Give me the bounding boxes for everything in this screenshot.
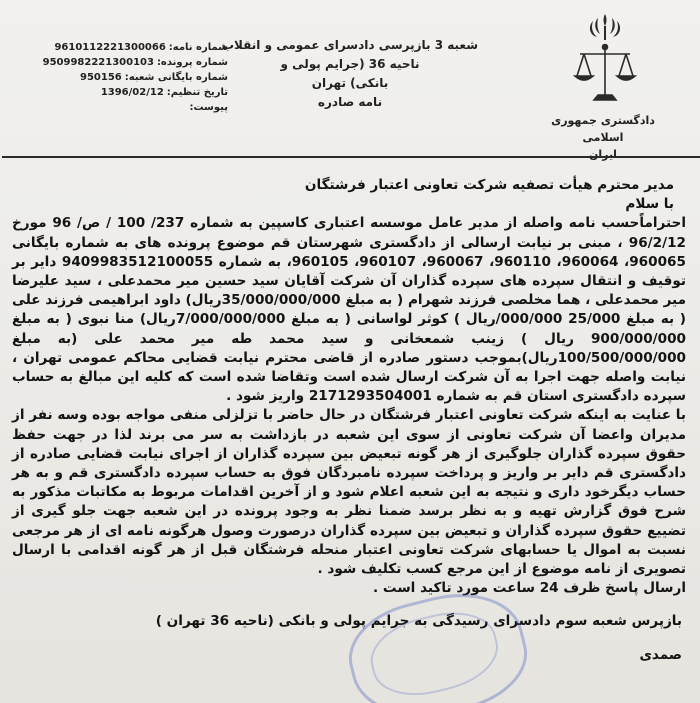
archive-number-label: شماره بایگانی شعبه: [124,72,228,83]
letter-date: 1396/02/12 [100,87,164,98]
issuing-branch [205,36,495,112]
date-row [8,85,228,100]
branch-line3: نامه صادره [317,95,383,109]
letter-number-label: شماره نامه: [168,42,228,53]
branch-line1: شعبه 3 بازپرسی دادسرای عمومی و انقلاب ناحیه 36 (جرایم پولی و [221,38,479,71]
judiciary-emblem-icon [570,10,640,110]
letter-paragraph-2: با عنایت به اینکه شرکت تعاونی اعتبار فرشتگان در حال حاضر با تزلزلی منفی مواجه بوده وسه نفر از مدیران واعضا آن شرکت تعاونی از سوی این شعبه در بازداشت به سر می برند لذا در جهت حفظ حقوق سپرده گذاران جلوگیری از هر گونه تبعیض بین سپرده گذاران از اجرای نیابت قضایی صادره از دادگستری قم دایر بر واریز و پرداخت سپرده نامبردگان فوق به حساب سپرده دادگستری قم و به هر حساب دیگرخود داری و نتیجه به این شعبه اعلام شود و از آخرین اقدامات مربوط به مکاتبات مذکور به شرح فوق گزارش تهیه و به نظر برسد ضمنا نظر به وجود پرونده در این شعبه جهت جلو گیری از تضییع حقوق سپرده گذاران و تبعیض بین سپرده گذاران درصورت وصول هرگونه نامه ای از هر مرجعی نسبت به اموال یا حسابهای شرکت تعاونی اعتبار منحله فرشتگان قبل از هر گونه اقدامی با ارسال تصویری از نامه موضوع از این مرجع کسب تکلیف شود . [12,407,686,578]
organization-name-line2: ایران [589,148,617,161]
letter-body [12,176,686,665]
letter-paragraph-1: احتراماًحسب نامه واصله از مدیر عامل موسسه اعتباری کاسپین به شماره 237/ 100 / ص/ 96 مورخ 96/2/12 ، مبنی بر نیابت ارسالی از دادگستری شهرستان قم موضوع پرونده های به شماره بایگانی 960065، 960064، 960110، 960067، 960107، 960105، به شماره 9409983512100055 دایر بر توقیف و انتقال سپرده های سپرده گذاران آن شرکت آقایان سید حسین میر محمدعلی ، سید علیرضا میر محمدعلی ، هما مخلصی فرزند شهرام ( به مبلغ 35/000/000/000ریال) داود ابراهیمی فرزند علی ( به مبلغ 25/000 000/000/ریال ) کوثر لواسانی ( به مبلغ 7/000/000/000ریال) منا نبوی ( به مبلغ 900/000/000 ریال ) زینب شمعخانی و سید محمد طه میر محمد علی (به مبلغ 100/500/000/000ریال)بموجب دستور صادره از قاضی محترم نیابت قضایی محاکم عمومی تهران ، نیابت واصله جهت اجرا به آن شرکت ارسال شده است وتقاضا شده است که کلیه این مبالغ به حساب سپرده دادگستری استان قم به شماره 2171293504001 واریز شود . [12,215,687,405]
branch-line2: بانکی) تهران [311,76,389,90]
letter-number: 9610112221300066 [54,42,166,53]
signature-name: صمدی [639,646,682,663]
official-stamp-inner-ring [363,601,506,703]
case-number: 9509982221300103 [42,57,154,68]
letter-greeting: با سلام [625,196,674,213]
letter-header [0,0,700,161]
header-divider [2,156,700,158]
date-label: تاریخ تنظیم: [166,87,228,98]
letter-recipient: مدیر محترم هیأت تصفیه شرکت تعاونی اعتبار فرشتگان [304,177,674,193]
attachment-label: پیوست: [189,102,228,113]
archive-number: 950156 [80,72,122,83]
letter-number-row [8,40,228,55]
organization-name-line1: دادگستری جمهوری اسلامی [551,114,655,144]
archive-number-row [8,70,228,85]
attachment-row [8,100,228,115]
letter-paragraph-3: ارسال پاسخ ظرف 24 ساعت مورد تاکید است . [373,580,686,597]
signature-title: بازپرس شعبه سوم دادسرای رسیدگی به جرایم پولی و بانکی (ناحیه 36 تهران ) [155,613,682,630]
case-number-row [8,55,228,70]
letter-metadata [8,40,228,115]
case-number-label: شماره پرونده: [156,57,228,68]
